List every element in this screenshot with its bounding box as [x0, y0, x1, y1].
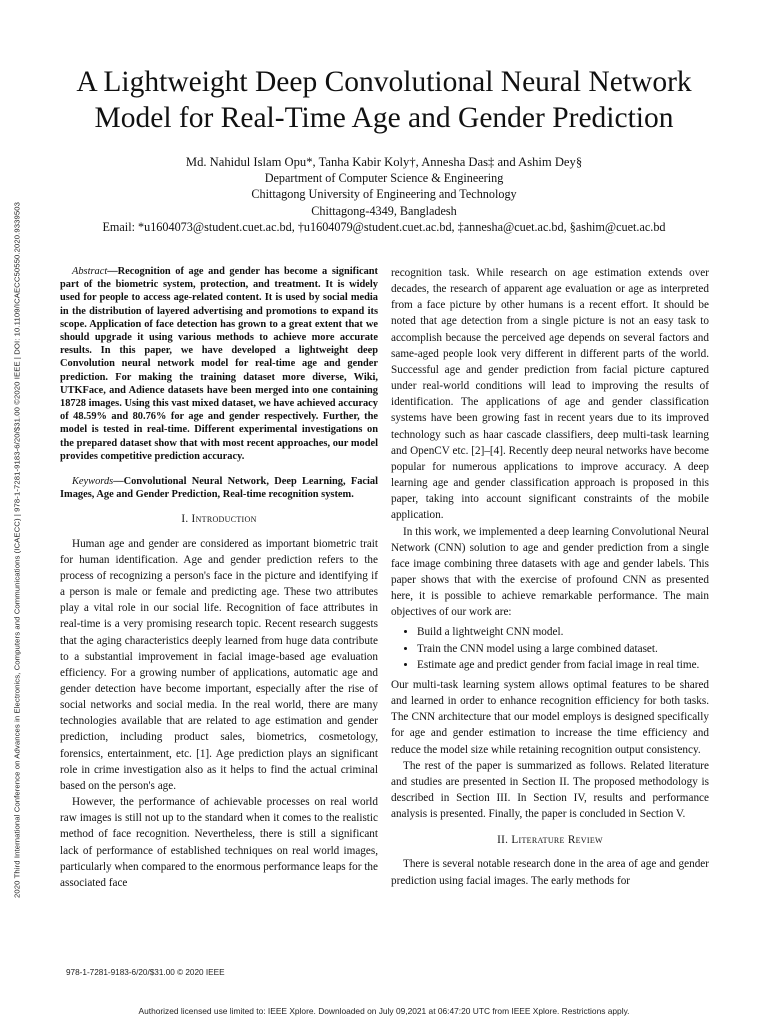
author-names: Md. Nahidul Islam Opu*, Tanha Kabir Koly†, Annesha Das‡ and Ashim Dey§ — [185, 155, 583, 169]
right-column — [391, 265, 709, 889]
intro-paragraph-2: However, the performance of achievable processes on real world raw images is still not up to the standard when it comes to the realistic method of face recognition. Nevertheless, there is still a significant lack of performance of established techniques on real world images, particularly when compared to the enormous performance leaps for the associated face — [60, 796, 378, 889]
author-block — [40, 154, 728, 235]
intro-paragraph-4: Our multi-task learning system allows optimal features to be shared and learned in order to enhance recognition efficiency for both tasks. The CNN architecture that our model employs is designed specifically for age and gender estimation to increase the time efficiency and reduce the model size while retaining recognition output consistency. — [391, 678, 709, 756]
intro-paragraph-3: In this work, we implemented a deep learning Convolutional Neural Network (CNN) solution to age and gender prediction from a single face image combining three datasets with age and gender labels. This paper shows that with the exercise of profound CNN as presented here, it is possible to achieve remarkable performance. The main objectives of our work are: — [391, 525, 709, 619]
keywords — [60, 475, 378, 501]
section-heading-introduction: I. Introduction — [181, 513, 257, 526]
intro-paragraph-2-continued: recognition task. While research on age estimation extends over decades, the research of apparent age evaluation or age as interpreted from a face picture by other humans is a recent effort. It should be noted that age detection from a single picture is not an easy task to accomplish because the perceived age depends on several factors and same-aged people look very different in different parts of the world. Successful age and gender prediction from facial picture captured under real-world conditions will lead to improving the results of identification. The applications of age and gender classification systems have been growing fast in recent years due to its improved technology such as haar cascade classifiers, deep multi-task learning and OpenCV etc. [2]–[4]. Recently deep neural networks have become popular for numerous applications to improve accuracy. A deep learning age and gender classification approach is proposed in this paper, taking into account significant constraints of the mobile application. — [391, 267, 709, 522]
author-university: Chittagong University of Engineering and Technology — [251, 187, 517, 202]
title-line-2: Model for Real-Time Age and Gender Prediction — [94, 102, 674, 134]
title-line-1: A Lightweight Deep Convolutional Neural Network — [76, 66, 692, 98]
side-ribbon — [6, 120, 28, 980]
author-department: Department of Computer Science & Engineering — [264, 171, 504, 186]
left-column — [60, 265, 378, 891]
abstract — [60, 265, 378, 463]
intro-paragraph-1: Human age and gender are considered as important biometric trait for human identification. Age and gender prediction refers to the process of recognizing a person's face in the picture and identifying if a person is male or female and predicting age. These two attributes play a vital role in our social life. Recognition of face attributes in real-time is a very promising research topic. Recent research suggests that the aging characteristics deeply learned from huge data contribute to a substantial improvement in facial image-based age evaluation efficiency. For a growing number of applications, automatic age and gender detection have become important, especially after the rise of social networks and social media. In the real world, there are many technologies available that are related to age estimation and gender prediction, including product sales, biometrics, cosmetology, forensics, entertainment, etc. [1]. Age prediction plays an significant role in crime investigation also as it helps to find the actual criminal based on the person's age. — [60, 537, 378, 792]
author-city: Chittagong-4349, Bangladesh — [311, 203, 457, 218]
abstract-lead: Abstract — [72, 266, 108, 277]
section-heading-literature-review: II. Literature Review — [497, 834, 603, 847]
keywords-lead: Keywords — [72, 476, 114, 488]
list-item: • Train the CNN model using a large combined dataset. — [417, 641, 709, 657]
license-notice: Authorized licensed use limited to: IEEE Xplore. Downloaded on July 09,2021 at 06:47:20 UTC from IEEE Xplore. Restrictions apply. — [138, 1006, 630, 1016]
keywords-text: —Convolutional Neural Network, Deep Learning, Facial Images, Age and Gender Prediction, Real-time recognition system. — [60, 476, 378, 501]
literature-paragraph-1: There is several notable research done in the area of age and gender prediction using facial images. The early methods for — [391, 858, 709, 887]
intro-paragraph-5: The rest of the paper is summarized as follows. Related literature and studies are presented in Section II. The proposed methodology is described in Section III. In Section IV, results and performance analysis is presented. Finally, the paper is concluded in Section V. — [391, 759, 709, 821]
side-ribbon-text: 2020 Third International Conference on Advances in Electronics, Computers and Communications (ICAECC) | 978-1-7281-9183-6/20/$31.00 ©2020 IEEE | DOI: 10.1109/ICAECC50550.2020.9339503 — [12, 202, 22, 898]
list-item: • Estimate age and predict gender from facial image in real time. — [417, 657, 709, 673]
objectives-list — [391, 624, 709, 672]
copyright-line: 978-1-7281-9183-6/20/$31.00 © 2020 IEEE — [66, 968, 225, 977]
author-emails: Email: *u1604073@student.cuet.ac.bd, †u1604079@student.cuet.ac.bd, ‡annesha@cuet.ac.bd, §ashim@cuet.ac.bd — [102, 219, 666, 234]
abstract-text: —Recognition of age and gender has become a significant part of the biometric system, protection, and treatment. It is widely used for people to access age-related content. It is used by social media in the distribution of layered advertising and promotions to expand its scope. Application of face detection has grown to a great extent that we should upgrade it using various methods to achieve more accurate results. In this paper, we have developed a lightweight deep Convolution neural network model for real-time age and gender prediction. For making the training dataset more diverse, Wiki, UTKFace, and Adience datasets have been merged into one containing 18728 images. Using this vast mixed dataset, we have achieved accuracy of 48.59% and 80.76% for age and gender respectively. Further, the model is tested in real-time. Different experimental investigations on the prepared dataset show that with most recent approaches, our model provides competitive prediction accuracy. — [60, 266, 378, 462]
paper-title — [40, 64, 728, 136]
list-item: • Build a lightweight CNN model. — [417, 624, 709, 640]
